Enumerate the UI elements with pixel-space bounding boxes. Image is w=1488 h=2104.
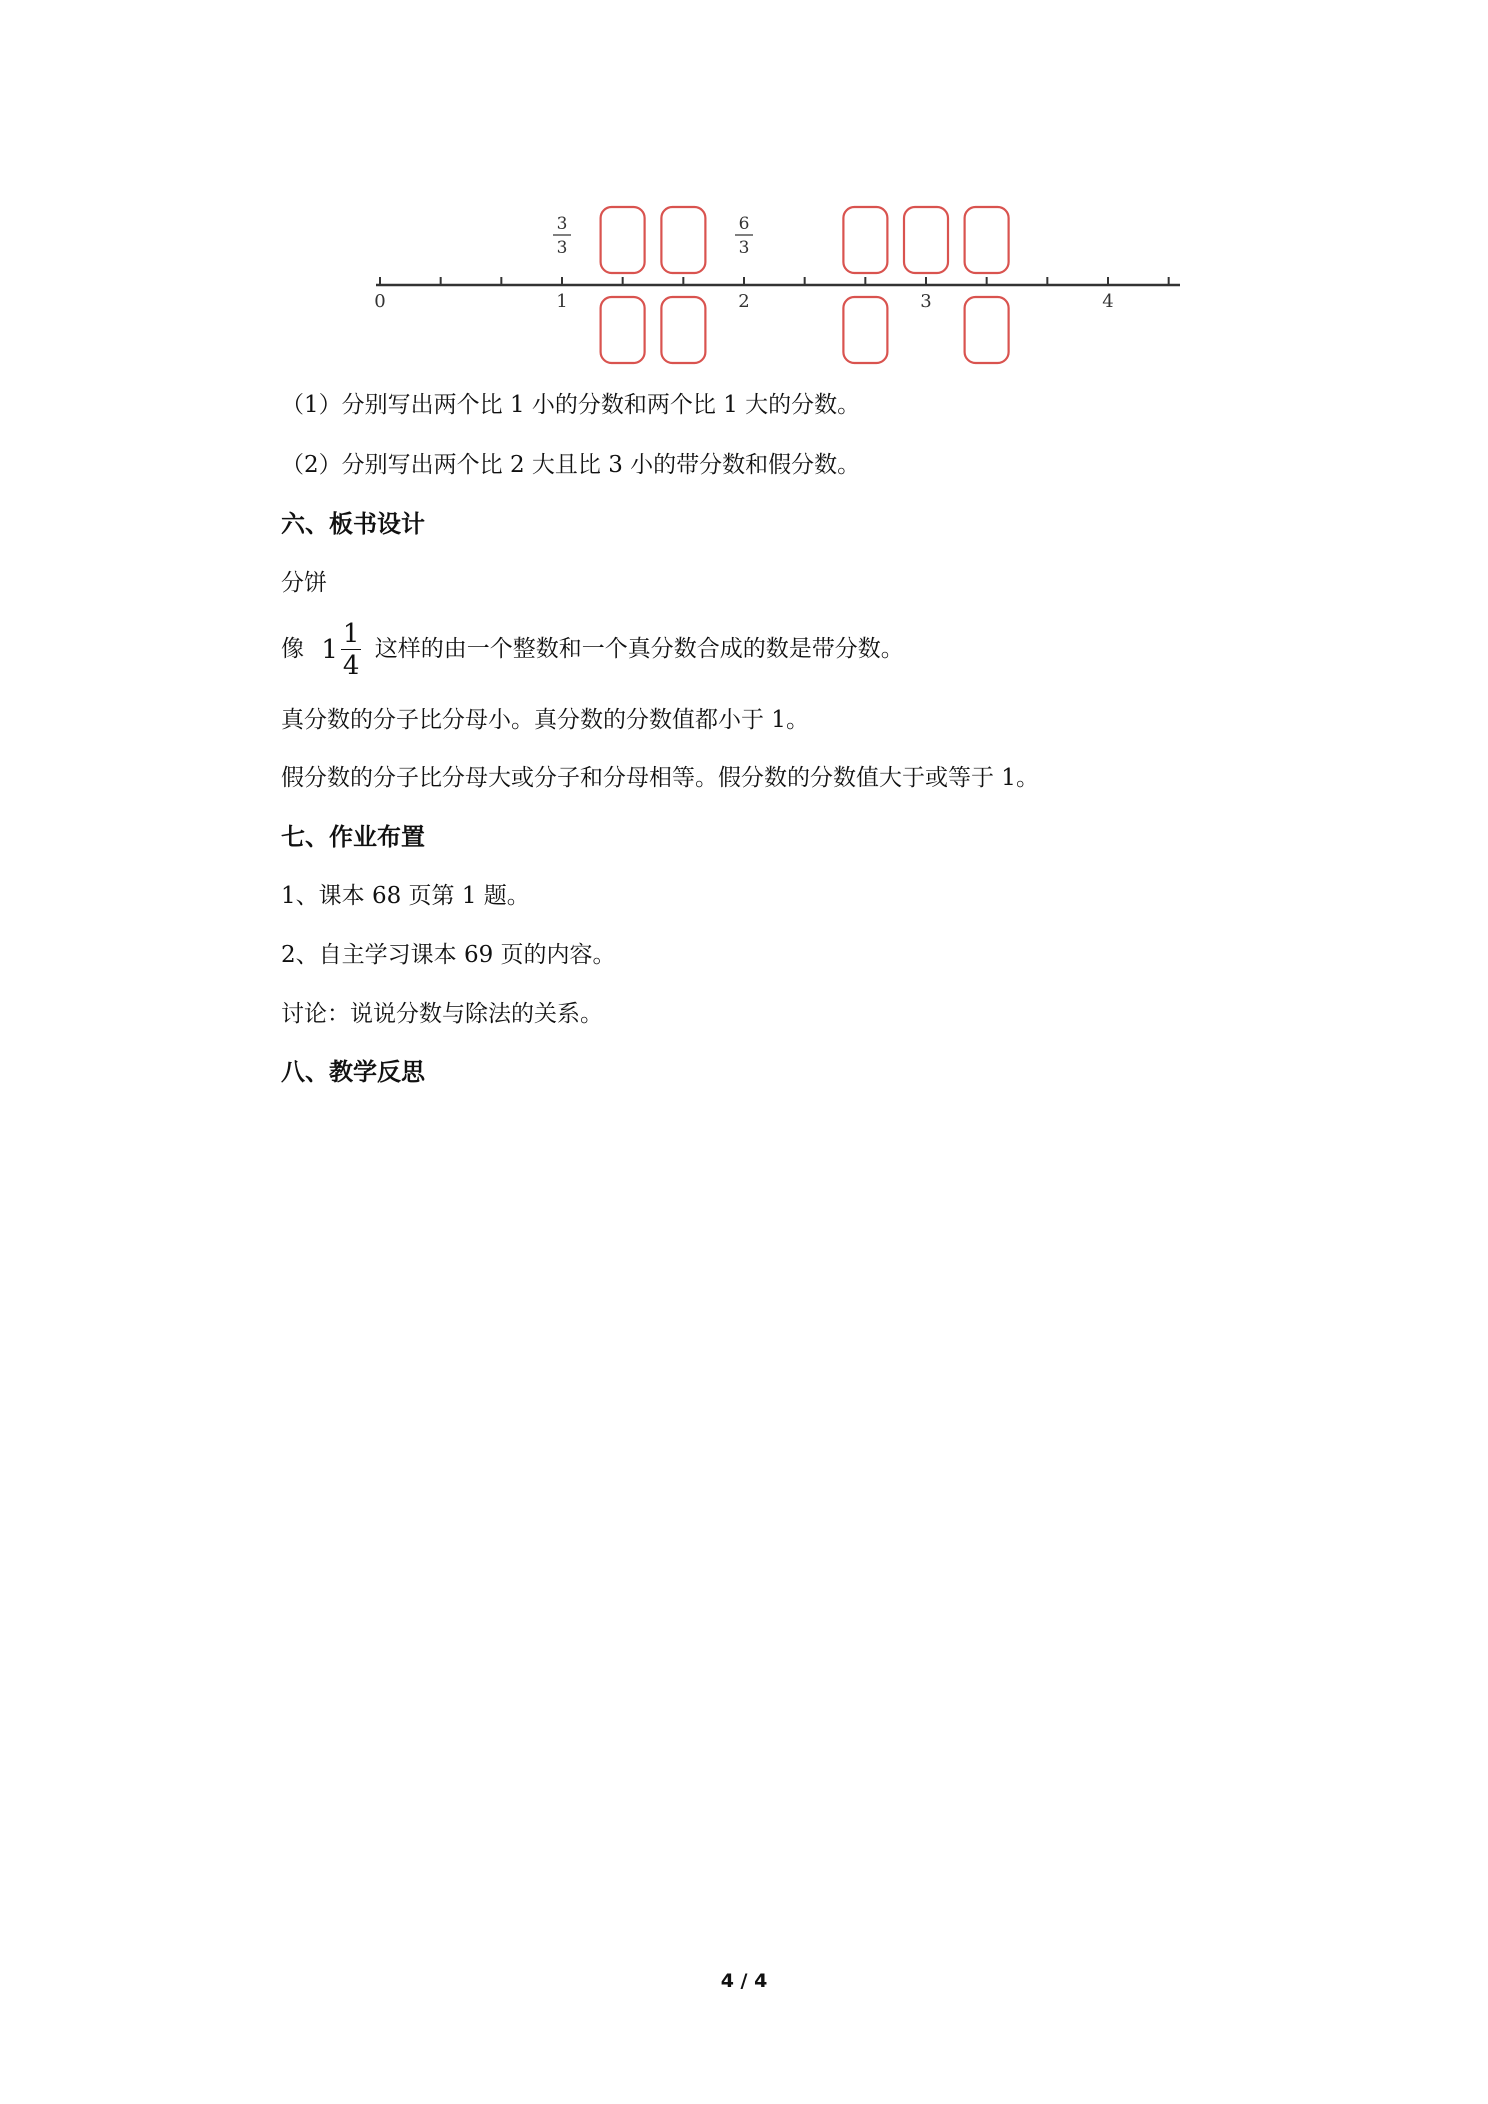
fraction-denominator: 3	[556, 238, 568, 258]
mixed-number-definition	[281, 612, 904, 687]
fraction-numerator: 6	[738, 214, 750, 234]
section-8-heading: 八、教学反思	[281, 1058, 425, 1086]
tick-label: 2	[738, 291, 750, 312]
mixed-fraction	[341, 621, 362, 679]
page-number: 4 / 4	[720, 1970, 768, 1992]
mixed-suffix: 这样的由一个整数和一个真分数合成的数是带分数。	[374, 636, 904, 662]
improper-fraction-rule: 假分数的分子比分母大或分子和分母相等。假分数的分数值大于或等于 1。	[281, 765, 1039, 791]
answer-box-above	[965, 207, 1009, 273]
tick-label: 4	[1102, 291, 1114, 312]
homework-item-2: 2、自主学习课本 69 页的内容。	[281, 942, 616, 968]
question-2: （2）分别写出两个比 2 大且比 3 小的带分数和假分数。	[281, 452, 861, 478]
number-line-figure	[360, 195, 1180, 375]
answer-box-above	[661, 207, 705, 273]
answer-box-above	[601, 207, 645, 273]
fraction-denominator: 3	[738, 238, 750, 258]
answer-box-below	[965, 297, 1009, 363]
section-7-heading: 七、作业布置	[281, 823, 425, 851]
proper-fraction-rule: 真分数的分子比分母小。真分数的分数值都小于 1。	[281, 707, 809, 733]
tick-label: 3	[920, 291, 932, 312]
answer-box-below	[843, 297, 887, 363]
tick-label: 1	[556, 291, 568, 312]
mixed-whole: 1	[321, 635, 338, 665]
answer-box-below	[661, 297, 705, 363]
section-6-heading: 六、板书设计	[281, 510, 425, 538]
mixed-denominator: 4	[342, 651, 360, 681]
question-1: （1）分别写出两个比 1 小的分数和两个比 1 大的分数。	[281, 392, 861, 418]
answer-box-below	[601, 297, 645, 363]
tick-label: 0	[374, 291, 386, 312]
mixed-numerator: 1	[342, 619, 360, 649]
board-topic: 分饼	[281, 570, 327, 596]
fraction-numerator: 3	[556, 214, 568, 234]
answer-box-above	[904, 207, 948, 273]
discussion: 讨论：说说分数与除法的关系。	[281, 1001, 603, 1027]
mixed-number	[321, 613, 361, 687]
homework-item-1: 1、课本 68 页第 1 题。	[281, 883, 530, 909]
answer-box-above	[843, 207, 887, 273]
mixed-prefix: 像	[281, 636, 304, 662]
